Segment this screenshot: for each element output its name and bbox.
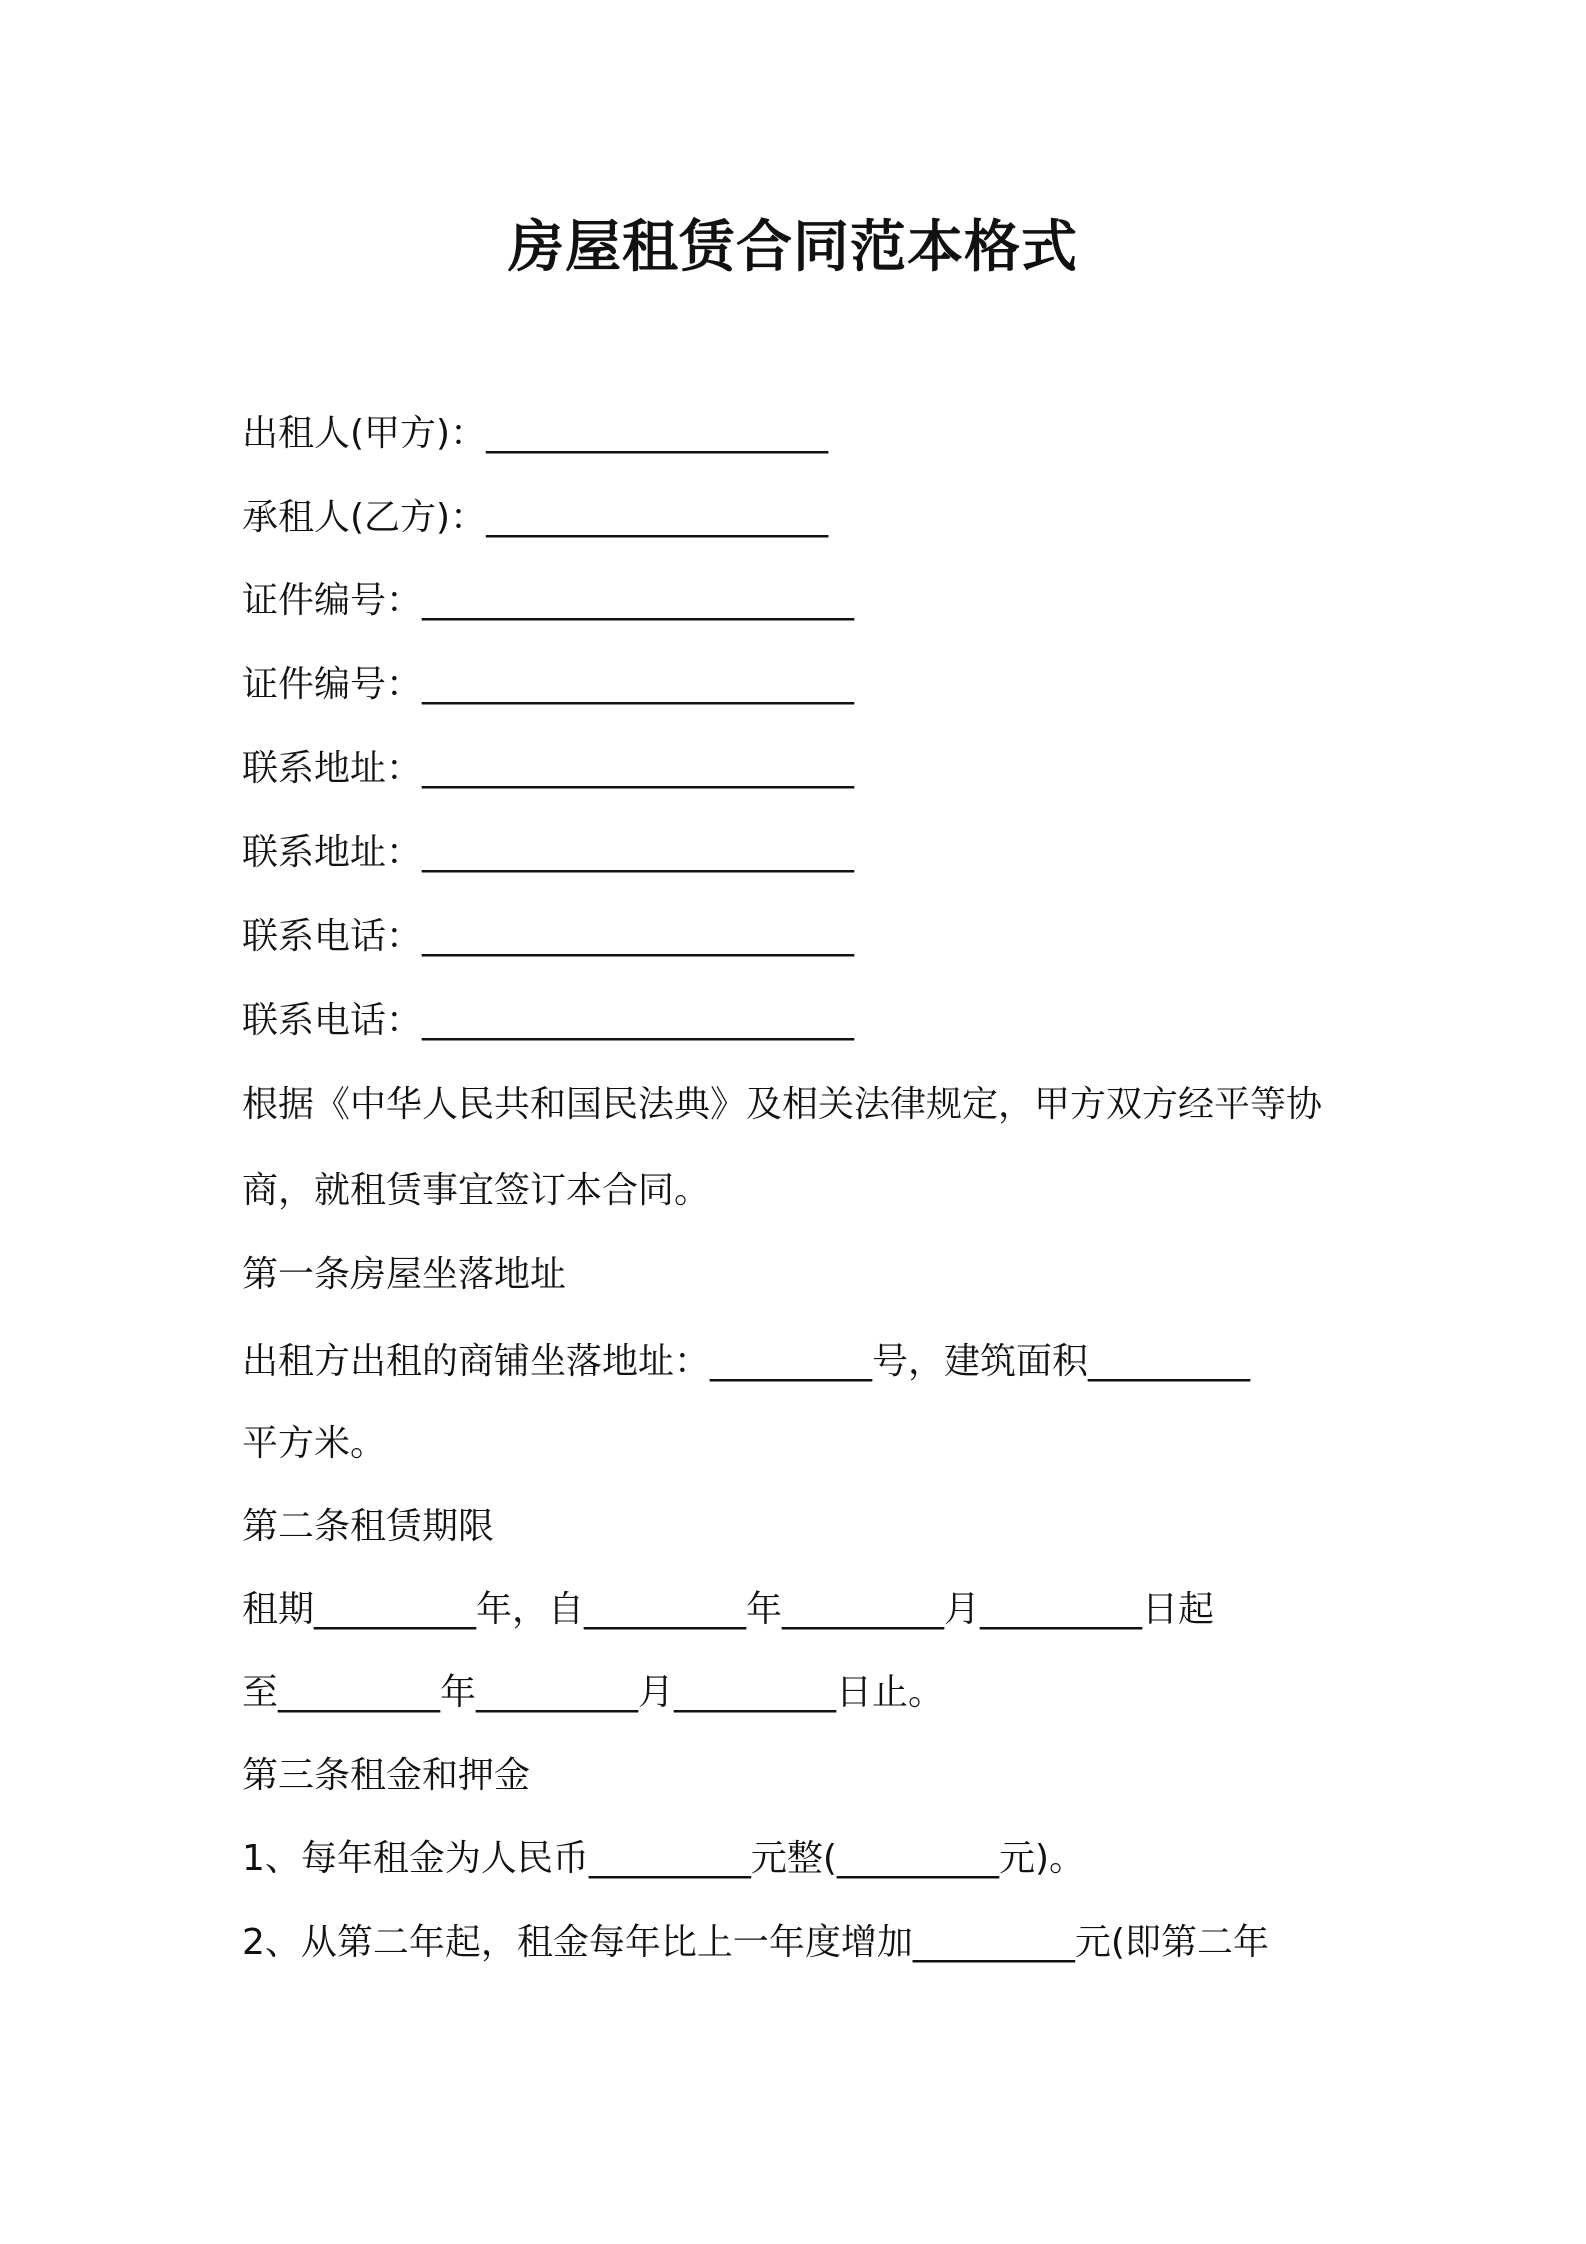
article-body: 平方米。 [242,1423,387,1464]
lessor-field: 出租人(甲方)：___________________ [242,413,829,454]
contact-phone-field: 联系电话：________________________ [242,916,855,957]
preamble-text: 商，就租赁事宜签订本合同。 [242,1170,711,1211]
contact-phone-field: 联系电话：________________________ [242,1000,855,1041]
article-heading: 第一条房屋坐落地址 [242,1254,567,1295]
contact-address-field: 联系地址：________________________ [242,832,855,873]
article-body: 租期_________年，自_________年_________月_________日起 [242,1589,1215,1630]
document-title: 房屋租赁合同范本格式 [508,215,1078,280]
lessee-field: 承租人(乙方)：___________________ [242,497,829,538]
id-number-field: 证件编号：________________________ [242,580,855,621]
id-number-field: 证件编号：________________________ [242,664,855,705]
preamble-text: 根据《中华人民共和国民法典》及相关法律规定，甲方双方经平等协 [242,1084,1323,1125]
article-body: 至_________年_________月_________日止。 [242,1672,945,1713]
article-body: 出租方出租的商铺坐落地址：_________号，建筑面积_________ [242,1341,1251,1382]
article-body: 2、从第二年起，租金每年比上一年度增加_________元(即第二年 [242,1922,1269,1963]
article-heading: 第三条租金和押金 [242,1755,531,1796]
article-heading: 第二条租赁期限 [242,1506,495,1547]
contact-address-field: 联系地址：________________________ [242,748,855,789]
article-body: 1、每年租金为人民币_________元整(_________元)。 [242,1838,1085,1879]
